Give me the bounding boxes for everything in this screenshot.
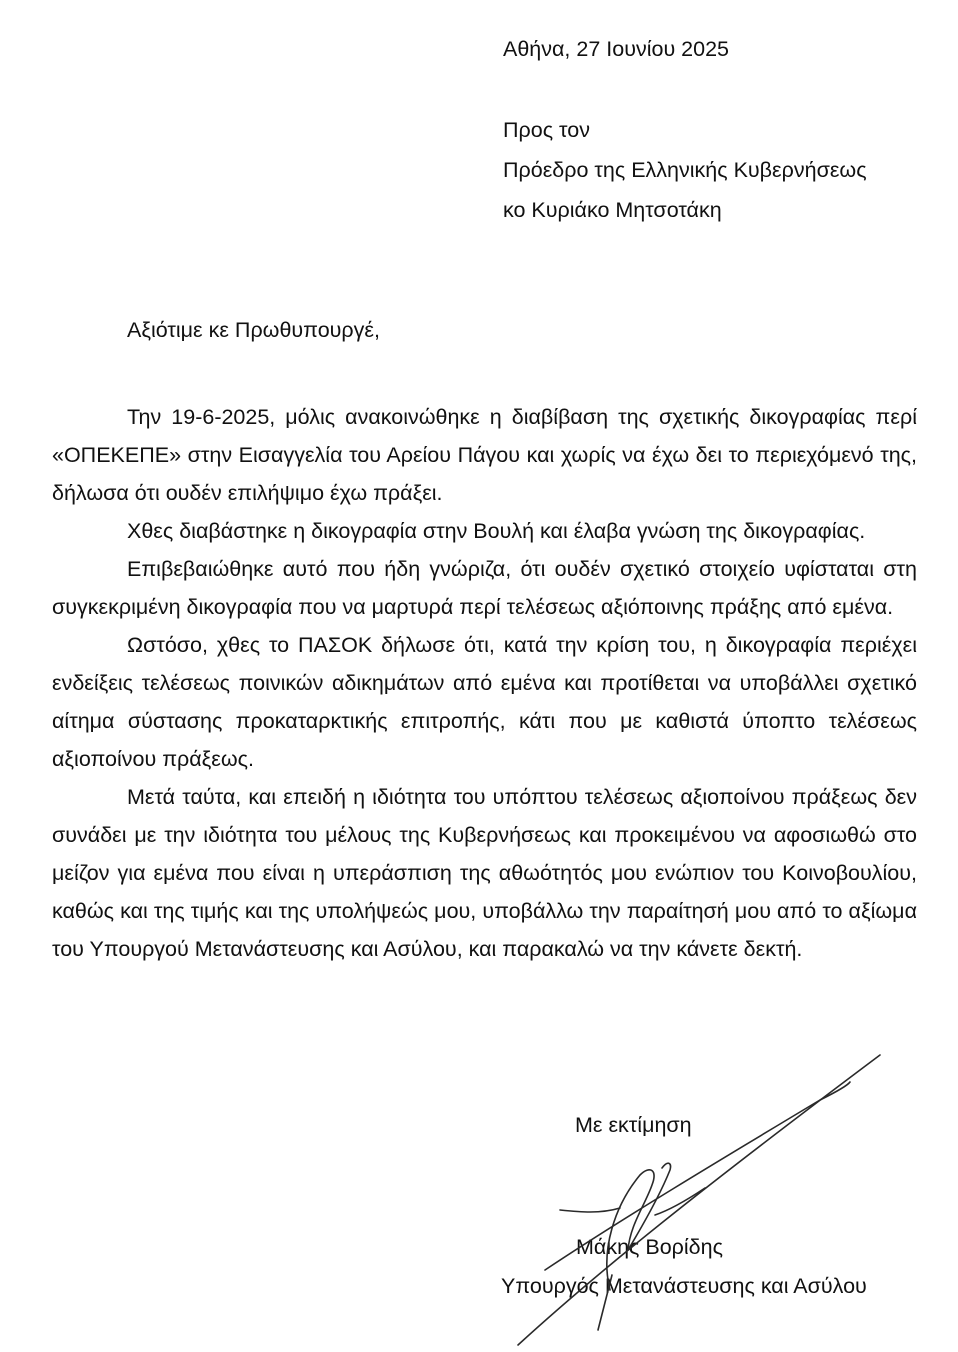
recipient-line-2: Πρόεδρο της Ελληνικής Κυβερνήσεως bbox=[503, 158, 867, 182]
paragraph-5: Μετά ταύτα, και επειδή η ιδιότητα του υπόπτου τελέσεως αξιοποίνου πράξεως δεν συνάδει με την ιδιότητα του μέλους της Κυβερνήσεως και προκειμένου να αφοσιωθώ στο μείζον για εμένα που είναι η υπεράσπιση της αθωότητός μου ενώπιον του Κοινοβουλίου, καθώς και της τιμής και της υπολήψεώς μου, υποβάλλω την παραίτησή μου από το αξίωμα του Υπουργού Μετανάστευσης και Ασύλου, και παρακαλώ να την κάνετε δεκτή. bbox=[52, 785, 917, 961]
letter-date: Αθήνα, 27 Ιουνίου 2025 bbox=[503, 37, 730, 61]
paragraph-1: Την 19-6-2025, μόλις ανακοινώθηκε η διαβίβαση της σχετικής δικογραφίας περί «ΟΠΕΚΕΠΕ» στην Εισαγγελία του Αρείου Πάγου και χωρίς να έχω δει το περιεχόμενό της, δήλωσα ότι ουδέν επιλήψιμο έχω πράξει. bbox=[52, 405, 917, 505]
recipient-line-3: κο Κυριάκο Μητσοτάκη bbox=[503, 198, 722, 222]
signer-name: Μάκης Βορίδης bbox=[576, 1235, 723, 1259]
signer-title: Υπουργός Μετανάστευσης και Ασύλου bbox=[501, 1274, 867, 1298]
letter-body bbox=[52, 398, 917, 968]
paragraph-3: Επιβεβαιώθηκε αυτό που ήδη γνώριζα, ότι ουδέν σχετικό στοιχείο υφίσταται στη συγκεκριμένη δικογραφία που να μαρτυρά περί τελέσεως αξιόποινης πράξης από εμένα. bbox=[52, 557, 917, 619]
salutation: Αξιότιμε κε Πρωθυπουργέ, bbox=[127, 318, 380, 342]
paragraph-2: Χθες διαβάστηκε η δικογραφία στην Βουλή και έλαβα γνώση της δικογραφίας. bbox=[127, 519, 866, 543]
closing: Με εκτίμηση bbox=[575, 1113, 692, 1137]
paragraph-4: Ωστόσο, χθες το ΠΑΣΟΚ δήλωσε ότι, κατά την κρίση του, η δικογραφία περιέχει ενδείξεις τελέσεως ποινικών αδικημάτων από εμένα και προτίθεται να υποβάλλει σχετικό αίτημα σύστασης προκαταρκτικής επιτροπής, κάτι που με καθιστά ύποπτο τελέσεως αξιοποίνου πράξεως. bbox=[52, 633, 917, 771]
recipient-line-1: Προς τον bbox=[503, 118, 590, 142]
